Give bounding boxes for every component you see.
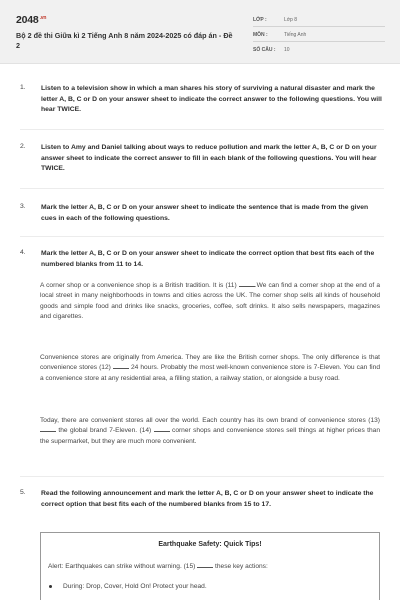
meta-label-class: LỚP : [253, 17, 267, 23]
answer-blank-11 [239, 281, 255, 287]
announcement-title: Earthquake Safety: Quick Tips! [158, 541, 262, 548]
question-instruction: Listen to a television show in which a man shares his story of surviving a natural disaster and mark the letter A, B, C or D on your answer sheet to indicate the correct answer to the following questions. You will hear TWICE. [41, 85, 382, 113]
question-divider [20, 476, 384, 477]
question-number: 3. [20, 203, 26, 210]
question-instruction: Listen to Amy and Daniel talking about ways to reduce pollution and mark the letter A, B, C or D on your answer sheet to indicate the correct answer to fill in each blank of the following questions. You will hear TWICE. [41, 144, 377, 172]
question-divider [20, 188, 384, 189]
question-instruction: Read the following announcement and mark the letter A, B, C or D on your answer sheet to indicate the correct option that best fits each of the numbered blanks from 15 to 17. [41, 490, 374, 508]
question-instruction: Mark the letter A, B, C or D on your answer sheet to indicate the correct option that best fits each of the numbered blanks from 11 to 14. [41, 250, 375, 268]
answer-blank-13 [40, 426, 56, 432]
meta-label-count: SỐ CÂU : [253, 47, 276, 53]
announcement-box [40, 532, 380, 600]
question-number: 4. [20, 249, 26, 256]
question-number: 5. [20, 489, 26, 496]
question-number: 2. [20, 143, 26, 150]
passage-paragraph-1: A corner shop or a convenience shop is a British tradition. It is (11) .We can find a corner shop at the end of a local street in many neighborhoods in towns and cities across the UK. The corner shop sells all kinds of household goods and simple food and drinks like snacks, groceries, coffee, soft drinks. It also sells newspapers, magazines and cigarettes. [40, 282, 380, 321]
meta-label-subject: MÔN : [253, 32, 268, 38]
answer-blank-12 [113, 363, 129, 369]
bullet-dot-icon [49, 585, 52, 588]
meta-value-subject: Tiếng Anh [284, 32, 307, 38]
passage-paragraph-2: Convenience stores are originally from America. They are like the British corner shops. The only difference is that convenience stores (12) 24 hours. Probably the most well-known convenience store is 7-Eleven. You can find a convenience store at any residential area, a filling station, a railway station, or alongside a busy road. [40, 354, 380, 382]
document-header [0, 0, 400, 64]
question-instruction: Mark the letter A, B, C or D on your answer sheet to indicate the sentence that is made from the given cues in each of the following questions. [41, 204, 369, 222]
announcement-bullet: During: Drop, Cover, Hold On! Protect your head. [63, 583, 207, 590]
meta-divider [253, 41, 385, 42]
announcement-alert: Alert: Earthquakes can strike without warning. (15) these key actions: [48, 563, 268, 570]
meta-value-class: Lớp 8 [284, 17, 298, 23]
site-logo[interactable]: $2048^{.vn}$ [16, 14, 47, 26]
question-divider [20, 129, 384, 130]
document-title: Bộ 2 đề thi Giữa kì 2 Tiếng Anh 8 năm 2024-2025 có đáp án - Đề 2 [16, 31, 233, 50]
answer-blank-14 [154, 426, 170, 432]
meta-divider [253, 26, 385, 27]
meta-value-count: 10 [284, 47, 290, 53]
passage-paragraph-3: Today, there are convenient stores all over the world. Each country has its own brand of convenience stores (13) the global brand 7-Eleven. (14) corner shops and convenience stores sell things at higher prices than the supermarket, but they are much more convenient. [40, 417, 380, 445]
question-divider [20, 236, 384, 237]
answer-blank-15 [197, 562, 213, 568]
question-number: 1. [20, 84, 26, 91]
